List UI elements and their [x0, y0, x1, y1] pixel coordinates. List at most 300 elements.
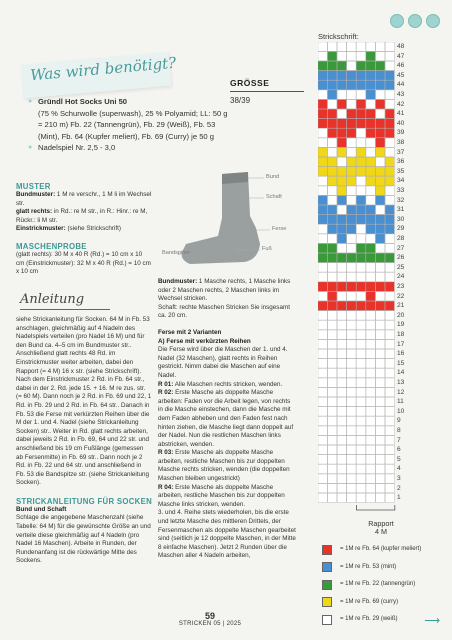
chart-cell	[347, 330, 356, 339]
chart-cell	[366, 42, 375, 51]
chart-row-number: 34	[397, 177, 405, 185]
chart-cell	[366, 445, 375, 454]
chart-cell	[366, 80, 375, 89]
chart-cell	[366, 176, 375, 185]
chart-cell	[366, 234, 375, 243]
chart-cell	[356, 484, 365, 493]
chart-cell	[337, 119, 346, 128]
yarn-ball-icon	[426, 14, 440, 28]
chart-row-number: 37	[397, 148, 405, 156]
chart-cell	[328, 80, 337, 89]
chart-cell	[347, 388, 356, 397]
chart-cell	[366, 244, 375, 253]
legend-label: = 1M re Fb. 69 (curry)	[340, 598, 399, 605]
chart-cell	[356, 292, 365, 301]
chart-cell	[337, 109, 346, 118]
chart-cell	[385, 138, 394, 147]
chart-cell	[337, 80, 346, 89]
chart-cell	[347, 253, 356, 262]
chart-row-number: 27	[397, 244, 405, 252]
chart-cell	[328, 407, 337, 416]
chart-cell	[347, 445, 356, 454]
chart-cell	[366, 263, 375, 272]
chart-cell	[318, 282, 327, 291]
chart-cell	[385, 167, 394, 176]
chart-cell	[328, 61, 337, 70]
chart-cell	[347, 42, 356, 51]
chart-cell	[337, 320, 346, 329]
chart-cell	[318, 80, 327, 89]
chart-cell	[328, 378, 337, 387]
sock-label-bandspitze: Bandspitze	[162, 250, 190, 256]
chart-cell	[347, 493, 356, 502]
materials-list	[28, 96, 233, 154]
chart-cell	[376, 176, 385, 185]
chart-cell	[376, 292, 385, 301]
sock-label-ferse: Ferse	[272, 226, 287, 232]
chart-cell	[337, 90, 346, 99]
chart-cell	[366, 359, 375, 368]
chart-cell	[376, 493, 385, 502]
chart-cell	[337, 215, 346, 224]
chart-cell	[337, 263, 346, 272]
chart-cell	[347, 148, 356, 157]
chart-cell	[328, 292, 337, 301]
chart-cell	[337, 493, 346, 502]
chart-cell	[356, 474, 365, 483]
chart-cell	[356, 109, 365, 118]
row-04-instruction: R 04: Erste Masche als doppelte Masche arbeiten, restliche Maschen bis zur doppelten Masche links stricken, wenden.	[158, 483, 285, 508]
chart-cell	[337, 157, 346, 166]
chart-cell	[337, 484, 346, 493]
chart-cell	[376, 196, 385, 205]
chart-cell	[366, 215, 375, 224]
legend-item	[322, 541, 421, 559]
chart-cell	[376, 340, 385, 349]
chart-row-number: 16	[397, 350, 405, 358]
chart-cell	[376, 234, 385, 243]
chart-cell	[347, 292, 356, 301]
chart-cell	[356, 263, 365, 272]
legend-swatch	[322, 615, 332, 625]
chart-row-number: 40	[397, 119, 405, 127]
chart-cell	[318, 157, 327, 166]
chart-cell	[328, 205, 337, 214]
chart-cell	[318, 359, 327, 368]
chart-cell	[356, 80, 365, 89]
chart-cell	[366, 292, 375, 301]
chart-cell	[328, 330, 337, 339]
chart-row-number: 6	[397, 446, 401, 454]
legend-item	[322, 611, 421, 629]
chart-row-number: 38	[397, 139, 405, 146]
chart-cell	[366, 320, 375, 329]
chart-cell	[366, 301, 375, 310]
chart-cell	[376, 311, 385, 320]
chart-cell	[385, 464, 394, 473]
material-item: ● Nadelspiel Nr. 2,5 - 3,0	[28, 142, 233, 154]
chart-cell	[356, 167, 365, 176]
chart-cell	[328, 416, 337, 425]
chart-cell	[385, 416, 394, 425]
chart-cell	[366, 388, 375, 397]
chart-cell	[318, 52, 327, 61]
chart-cell	[366, 330, 375, 339]
sock-label-schaft: Schaft	[266, 194, 282, 200]
chart-row-number: 15	[397, 359, 405, 367]
divider	[20, 309, 110, 310]
chart-cell	[318, 196, 327, 205]
chart-cell	[347, 340, 356, 349]
chart-cell	[318, 71, 327, 80]
chart-cell	[318, 445, 327, 454]
chart-cell	[337, 42, 346, 51]
chart-cell	[328, 196, 337, 205]
chart-cell	[385, 311, 394, 320]
chart-cell	[376, 80, 385, 89]
chart-cell	[318, 397, 327, 406]
rapport-label: Rapport 4 M	[368, 519, 394, 536]
chart-cell	[347, 234, 356, 243]
chart-cell	[385, 330, 394, 339]
chart-row-number: 43	[397, 91, 405, 98]
chart-cell	[376, 90, 385, 99]
chart-cell	[385, 148, 394, 157]
chart-cell	[366, 71, 375, 80]
chart-cell	[366, 119, 375, 128]
chart-cell	[318, 253, 327, 262]
chart-cell	[376, 426, 385, 435]
chart-cell	[366, 340, 375, 349]
chart-cell	[328, 474, 337, 483]
legend-swatch	[322, 580, 332, 590]
chart-row-number: 36	[397, 158, 405, 166]
chart-cell	[337, 71, 346, 80]
chart-cell	[337, 340, 346, 349]
chart-row-number: 33	[397, 187, 405, 194]
chart-cell	[356, 100, 365, 109]
chart-cell	[385, 205, 394, 214]
chart-cell	[318, 224, 327, 233]
chart-row-number: 29	[397, 225, 405, 233]
chart-cell	[337, 474, 346, 483]
chart-cell	[356, 349, 365, 358]
chart-cell	[328, 445, 337, 454]
chart-cell	[347, 359, 356, 368]
chart-cell	[318, 388, 327, 397]
chart-cell	[318, 340, 327, 349]
chart-cell	[347, 378, 356, 387]
legend-label: = 1M re Fb. 64 (kupfer meliert)	[340, 546, 422, 553]
chart-cell	[356, 340, 365, 349]
chart-cell	[385, 90, 394, 99]
chart-cell	[328, 359, 337, 368]
chart-row-number: 42	[397, 100, 405, 108]
chart-row-number: 20	[397, 311, 405, 319]
chart-cell	[356, 253, 365, 262]
chart-cell	[366, 349, 375, 358]
chart-cell	[318, 349, 327, 358]
chart-cell	[328, 436, 337, 445]
ferse-subheading: A) Ferse mit verkürzten Reihen	[158, 337, 251, 345]
chart-cell	[356, 416, 365, 425]
chart-cell	[366, 407, 375, 416]
chart-row-number: 23	[397, 283, 405, 290]
chart-cell	[318, 292, 327, 301]
chart-cell	[328, 340, 337, 349]
chart-cell	[356, 378, 365, 387]
chart-cell	[366, 311, 375, 320]
socken-text: Schlage die angegebene Maschenzahl (siehe Tabelle: 64 M) für die gewünschte Größe an und verteile diese gleichmäßig auf 4 Nadeln (pro Nadel 16 Maschen). Arbeite in Runden, der Rundenanfang ist die rückwärtige Mitte des Sockens.	[16, 514, 151, 565]
chart-cell	[356, 426, 365, 435]
next-page-arrow-icon[interactable]: ⟶	[424, 615, 440, 627]
chart-cell	[376, 215, 385, 224]
chart-row-number: 9	[397, 417, 401, 425]
chart-cell	[376, 436, 385, 445]
chart-cell	[328, 52, 337, 61]
chart-cell	[385, 397, 394, 406]
chart-cell	[356, 196, 365, 205]
chart-cell	[337, 176, 346, 185]
chart-cell	[366, 90, 375, 99]
chart-cell	[318, 378, 327, 387]
chart-cell	[337, 128, 346, 137]
chart-cell	[318, 90, 327, 99]
chart-cell	[318, 464, 327, 473]
chart-cell	[376, 71, 385, 80]
chart-cell	[347, 90, 356, 99]
chart-row-number: 13	[397, 379, 405, 386]
chart-cell	[356, 224, 365, 233]
chart-cell	[385, 320, 394, 329]
chart-cell	[376, 330, 385, 339]
chart-row-number: 44	[397, 81, 405, 89]
chart-cell	[376, 148, 385, 157]
legend-item	[322, 559, 421, 577]
chart-cell	[356, 272, 365, 281]
chart-cell	[376, 378, 385, 387]
chart-cell	[385, 282, 394, 291]
chart-cell	[318, 128, 327, 137]
chart-row-number: 7	[397, 436, 401, 444]
chart-cell	[376, 244, 385, 253]
chart-cell	[337, 148, 346, 157]
chart-cell	[328, 234, 337, 243]
chart-cell	[385, 157, 394, 166]
rapport-bracket	[356, 505, 394, 510]
chart-row-number: 39	[397, 129, 405, 137]
chart-cell	[347, 397, 356, 406]
chart-cell	[356, 436, 365, 445]
material-item-detail: (75 % Schurwolle (superwash), 25 % Polyamid; LL: 50 g = 210 m) Fb. 22 (Tannengrün), Fb. 29 (Weiß), Fb. 53 (Mint), Fb. 64 (Kupfer meliert), Fb. 69 (Curry) je 50 g	[38, 108, 228, 141]
chart-cell	[385, 445, 394, 454]
chart-cell	[356, 71, 365, 80]
chart-cell	[366, 484, 375, 493]
legend-swatch	[322, 545, 332, 555]
chart-cell	[347, 244, 356, 253]
chart-cell	[366, 52, 375, 61]
chart-cell	[347, 176, 356, 185]
chart-cell	[328, 320, 337, 329]
chart-cell	[318, 61, 327, 70]
chart-cell	[328, 253, 337, 262]
chart-cell	[347, 167, 356, 176]
chart-cell	[337, 445, 346, 454]
chart-cell	[328, 186, 337, 195]
chart-row-number: 41	[397, 110, 405, 118]
chart-row-number: 8	[397, 427, 401, 434]
chart-cell	[385, 253, 394, 262]
chart-cell	[347, 128, 356, 137]
chart-cell	[376, 368, 385, 377]
chart-cell	[347, 109, 356, 118]
legend-swatch	[322, 562, 332, 572]
chart-cell	[318, 176, 327, 185]
chart-cell	[385, 349, 394, 358]
chart-cell	[347, 80, 356, 89]
muster-heading: MUSTER	[16, 182, 51, 191]
chart-cell	[366, 436, 375, 445]
chart-cell	[366, 167, 375, 176]
material-item: ● Gründl Hot Socks Uni 50	[28, 96, 233, 108]
chart-cell	[376, 455, 385, 464]
chart-row-number: 28	[397, 235, 405, 242]
chart-cell	[347, 224, 356, 233]
materials-banner-title: Was wird benötigt?	[29, 53, 177, 85]
size-value: 38/39	[230, 96, 251, 105]
chart-cell	[366, 186, 375, 195]
chart-cell	[337, 205, 346, 214]
chart-cell	[356, 455, 365, 464]
chart-cell	[347, 301, 356, 310]
chart-cell	[376, 167, 385, 176]
chart-cell	[318, 416, 327, 425]
chart-cell	[356, 368, 365, 377]
chart-cell	[347, 119, 356, 128]
chart-cell	[356, 407, 365, 416]
chart-cell	[347, 61, 356, 70]
chart-cell	[328, 100, 337, 109]
chart-cell	[318, 244, 327, 253]
chart-cell	[385, 378, 394, 387]
chart-cell	[347, 282, 356, 291]
chart-row-number: 12	[397, 388, 405, 396]
chart-cell	[328, 388, 337, 397]
chart-cell	[318, 493, 327, 502]
chart-cell	[385, 493, 394, 502]
chart-cell	[318, 474, 327, 483]
chart-cell	[328, 138, 337, 147]
chart-cell	[328, 224, 337, 233]
chart-cell	[385, 176, 394, 185]
chart-cell	[356, 301, 365, 310]
chart-cell	[328, 215, 337, 224]
legend-item	[322, 576, 421, 594]
chart-cell	[337, 138, 346, 147]
chart-cell	[385, 474, 394, 483]
chart-cell	[347, 320, 356, 329]
chart-cell	[337, 100, 346, 109]
chart-cell	[385, 128, 394, 137]
anleitung-text: siehe Strickanleitung für Socken. 64 M in Fb. 53 anschlagen, gleichmäßig auf 4 Nadeln des Nadelspiels verteilen (pro Nadel 16 M) und für den Bund ca. 4–5 cm im Bundmuster str.. Anschließend glatt rechts 48 Rd. im Einstrickmuster weiter arbeiten, dabei den Rapport (= 4 M) 16 x str. (siehe Strickschrift). Nach dem Einstrickmuster 2 Rd. in Fb. 64 str., dabei in der 2. Rd. jede 15. + 16. M re zus. str. (= 60 M). Dann noch je 2 Rd. in Fb. 69 und 22, 1 Rd. in Fb. 29 und 2 Rd. in Fb. 64 str.. Danach in Fb. 53 die Ferse mit verkürzten Reihen über die M der 1. und 4. Nadel (siehe Strickanleitung Socken) str.. Weiter in Rd. glatt rechts arbeiten, dabei jeweils 2 Rd. in Fb. 69, 64 und 22 str. und anschließend bis 19 cm Fußlänge (gemessen ab Fersenmitte) in Fb. 69 str.. Dann noch je 2 Rd. in Fb. 22 und 64 str. und anschließend in Fb. 53 die Bandspitze str. (siehe Strickanleitung Socken).	[16, 316, 152, 487]
chart-row-number: 35	[397, 167, 405, 175]
legend-swatch	[322, 597, 332, 607]
chart-cell	[366, 455, 375, 464]
chart-row-number: 24	[397, 273, 405, 281]
chart-cell	[328, 464, 337, 473]
chart-row-number: 4	[397, 465, 401, 473]
chart-cell	[328, 282, 337, 291]
chart-cell	[385, 215, 394, 224]
sock-illustration	[160, 168, 298, 272]
chart-cell	[318, 109, 327, 118]
chart-cell	[376, 388, 385, 397]
chart-cell	[366, 109, 375, 118]
chart-cell	[328, 109, 337, 118]
chart-cell	[318, 426, 327, 435]
chart-row-number: 31	[397, 206, 405, 214]
chart-cell	[376, 100, 385, 109]
chart-row-number: 21	[397, 302, 405, 310]
chart-cell	[366, 272, 375, 281]
chart-cell	[318, 215, 327, 224]
chart-row-number: 11	[397, 398, 404, 406]
page-number: 59	[204, 611, 215, 621]
chart-grid	[318, 42, 442, 512]
chart-cell	[385, 455, 394, 464]
chart-cell	[376, 253, 385, 262]
chart-row-number: 25	[397, 263, 405, 271]
chart-cell	[385, 119, 394, 128]
chart-cell	[376, 349, 385, 358]
chart-cell	[356, 157, 365, 166]
chart-cell	[337, 224, 346, 233]
chart-cell	[337, 186, 346, 195]
sock-label-fuss: Fuß	[262, 246, 272, 252]
chart-cell	[376, 407, 385, 416]
chart-cell	[366, 464, 375, 473]
chart-cell	[356, 61, 365, 70]
chart-row-number: 45	[397, 71, 405, 79]
chart-cell	[356, 52, 365, 61]
chart-cell	[385, 234, 394, 243]
chart-cell	[376, 282, 385, 291]
chart-cell	[356, 186, 365, 195]
chart-cell	[385, 109, 394, 118]
chart-cell	[356, 42, 365, 51]
chart-cell	[356, 90, 365, 99]
chart-cell	[337, 464, 346, 473]
chart-cell	[385, 359, 394, 368]
chart-cell	[376, 445, 385, 454]
yarn-ball-icons	[390, 14, 440, 28]
chart-cell	[347, 263, 356, 272]
socken-subheading: Bund und Schaft	[16, 505, 67, 513]
chart-cell	[347, 368, 356, 377]
chart-cell	[385, 368, 394, 377]
chart-cell	[347, 71, 356, 80]
schaft-text: Schaft: rechte Maschen Stricken Sie insgesamt ca. 20 cm.	[158, 303, 290, 320]
chart-cell	[318, 330, 327, 339]
chart-cell	[356, 234, 365, 243]
chart-cell	[376, 484, 385, 493]
chart-cell	[318, 100, 327, 109]
chart-row-number: 14	[397, 369, 405, 377]
chart-cell	[376, 359, 385, 368]
chart-cell	[376, 397, 385, 406]
chart-cell	[385, 196, 394, 205]
chart-cell	[385, 436, 394, 445]
